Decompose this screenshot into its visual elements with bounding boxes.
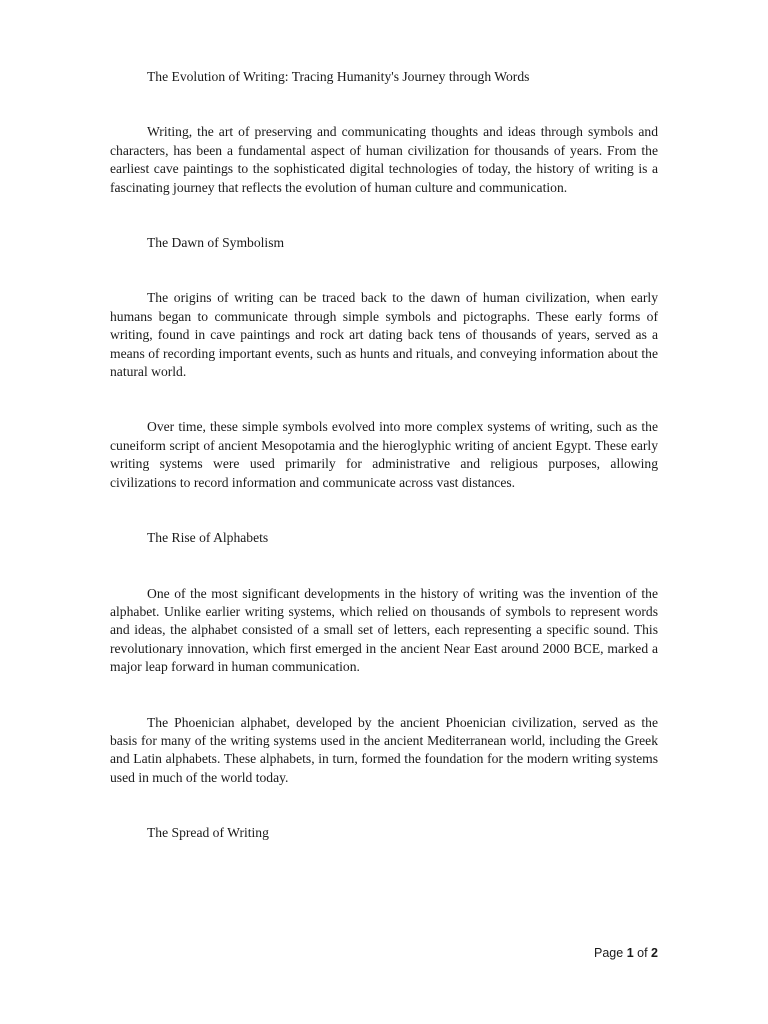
paragraph: One of the most significant developments in the history of writing was the invention of the alphabet. Unlike earlier writing systems, which relied on thousands of symbols to represent words and ideas, the alphabet consisted of a small set of letters, each representing a specific sound. This revolutionary innovation, which first emerged in the ancient Near East around 2000 BCE, marked a major leap forward in human communication. — [110, 585, 658, 675]
paragraph: The Phoenician alphabet, developed by the ancient Phoenician civilization, served as the basis for many of the writing systems used in the ancient Mediterranean world, including the Greek and Latin alphabets. These alphabets, in turn, formed the foundation for the modern writing systems used in much of the world today. — [110, 714, 658, 785]
paragraph: The origins of writing can be traced back to the dawn of human civilization, when early humans began to communicate through simple symbols and pictographs. These early forms of writing, found in cave paintings and rock art dating back tens of thousands of years, served as a means of recording important events, such as hunts and rituals, and conveying information about the natural world. — [110, 290, 658, 380]
section-heading-dawn-of-symbolism: The Dawn of Symbolism — [147, 235, 285, 251]
section-heading-rise-of-alphabets: The Rise of Alphabets — [147, 530, 269, 546]
document-body — [110, 68, 658, 880]
of-label: of — [637, 946, 648, 960]
section-heading-spread-of-writing: The Spread of Writing — [147, 825, 269, 841]
current-page-number: 1 — [626, 946, 634, 960]
paragraph: Over time, these simple symbols evolved into more complex systems of writing, such as the cuneiform script of ancient Mesopotamia and the hieroglyphic writing of ancient Egypt. These early writing systems were used primarily for administrative and religious purposes, allowing civilizations to record information and communicate across vast distances. — [110, 419, 658, 490]
document-title: The Evolution of Writing: Tracing Humanity's Journey through Words — [147, 69, 530, 84]
intro-paragraph: Writing, the art of preserving and communicating thoughts and ideas through symbols and characters, has been a fundamental aspect of human civilization for thousands of years. From the earliest cave paintings to the sophisticated digital technologies of today, the history of writing is a fascinating journey that reflects the evolution of human culture and communication. — [110, 124, 658, 195]
page-label: Page — [594, 946, 624, 960]
page-number — [594, 946, 658, 960]
total-pages-number: 2 — [651, 946, 658, 960]
